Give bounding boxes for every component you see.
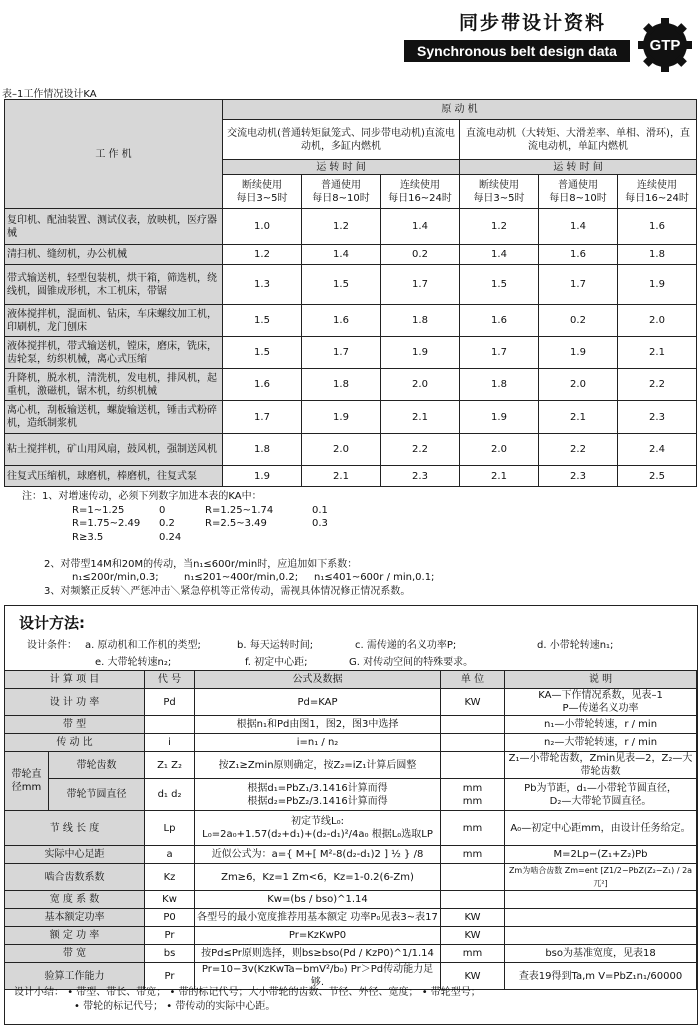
method-row	[5, 891, 697, 909]
ka-value: 1.9	[539, 337, 618, 369]
unit-cell	[441, 716, 505, 734]
ka-value: 1.9	[618, 265, 697, 305]
cond-c: c. 需传递的名义功率P;	[355, 640, 457, 651]
ka-value: 1.6	[302, 305, 381, 337]
page-subtitle: Synchronous belt design data	[404, 40, 630, 62]
method-header-cell: 计 算 项 目	[5, 671, 145, 689]
duration-header: 普通使用 每日8~10时	[302, 175, 381, 209]
note-1: 注：1、对增速传动，必须下列数字加进本表的KA中：	[22, 491, 262, 502]
ka-value: 1.9	[460, 401, 539, 434]
formula-cell: Zm≥6，Kz=1 Zm<6，Kz=1-0.2(6-Zm)	[195, 864, 441, 891]
ratio-4: R=2.5~3.49	[205, 518, 267, 529]
method-row	[5, 734, 697, 752]
ka-value: 2.2	[539, 434, 618, 466]
ka-value: 1.7	[539, 265, 618, 305]
ka-value: 1.6	[618, 209, 697, 245]
table-row	[5, 265, 697, 305]
ratio-2: R=1.25~1.74	[205, 504, 274, 516]
duration-header: 断续使用 每日3~5时	[460, 175, 539, 209]
ka-value: 2.2	[618, 369, 697, 401]
note-cell: A₀—初定中心距mm，由设计任务给定。	[505, 811, 697, 846]
ka-value: 1.7	[381, 265, 460, 305]
ka-value: 2.1	[460, 466, 539, 487]
ka-value: 2.4	[618, 434, 697, 466]
ka-value: 2.0	[381, 369, 460, 401]
symbol-cell: Kw	[145, 891, 195, 909]
ka-value: 1.6	[223, 369, 302, 401]
summary	[14, 986, 481, 1014]
item-cell: 啮合齿数系数	[5, 864, 145, 891]
symbol-cell: Z₁ Z₂	[145, 752, 195, 779]
ka-value: 1.5	[302, 265, 381, 305]
formula-cell: 按Z₁≥Zmin原则确定，按Z₂=iZ₁计算后圆整	[195, 752, 441, 779]
note-cell: Pb为节距，d₁—小带轮节圆直径， D₂—大带轮节圆直径。	[505, 779, 697, 811]
run-time-2: 运 转 时 间	[460, 160, 697, 175]
unit-cell: mm mm	[441, 779, 505, 811]
machine-cell: 往复式压缩机，球磨机，棒磨机，往复式泵	[5, 466, 223, 487]
symbol-cell: d₁ d₂	[145, 779, 195, 811]
unit-cell: KW	[441, 927, 505, 945]
method-row	[5, 752, 697, 779]
symbol-cell: i	[145, 734, 195, 752]
ka-value: 2.3	[539, 466, 618, 487]
ka-value: 1.5	[223, 337, 302, 369]
table-row	[5, 337, 697, 369]
ka-value: 1.8	[302, 369, 381, 401]
machine-cell: 清扫机、缝纫机，办公机械	[5, 245, 223, 265]
unit-cell: KW	[441, 689, 505, 716]
method-table	[4, 670, 697, 990]
ka-value: 0.2	[539, 305, 618, 337]
note-cell	[505, 909, 697, 927]
cond-d: d. 小带轮转速n₁;	[537, 640, 614, 651]
method-row	[5, 927, 697, 945]
symbol-cell: Pr	[145, 927, 195, 945]
ka-value: 1.8	[460, 369, 539, 401]
ratio-4-value: 0.3	[312, 518, 328, 529]
symbol-cell: a	[145, 846, 195, 864]
formula-cell: Pr=KzKwP0	[195, 927, 441, 945]
table-row	[5, 305, 697, 337]
ka-value: 1.7	[302, 337, 381, 369]
ka-value: 2.1	[539, 401, 618, 434]
ratio-1-value: 0	[159, 504, 166, 516]
item-cell: 节 线 长 度	[5, 811, 145, 846]
method-header-cell: 代 号	[145, 671, 195, 689]
table-row	[5, 369, 697, 401]
item-cell: 传 动 比	[5, 734, 145, 752]
ratio-5-value: 0.24	[159, 531, 182, 543]
formula-cell: 各型号的最小宽度推荐用基本额定 功率P₀见表3~表17	[195, 909, 441, 927]
ka-value: 1.8	[381, 305, 460, 337]
table-row	[5, 466, 697, 487]
ka-value: 1.8	[618, 245, 697, 265]
item-cell: 宽 度 系 数	[5, 891, 145, 909]
machine-cell: 带式输送机，轻型包装机，烘干箱，筛选机，绕线机，圆锥成形机，木工机床，带锯	[5, 265, 223, 305]
machine-cell: 液体搅拌机，混面机、钻床，车床螺纹加工机，印刷机，龙门刨床	[5, 305, 223, 337]
ka-value: 2.1	[381, 401, 460, 434]
ka-value: 2.1	[302, 466, 381, 487]
method-header-cell: 单 位	[441, 671, 505, 689]
note-cell: Z₁—小带轮齿数，Zmin见表—2，Z₂—大带轮齿数	[505, 752, 697, 779]
cond-f: f. 初定中心距;	[245, 657, 308, 668]
symbol-cell: Pr	[145, 963, 195, 990]
symbol-cell: Kz	[145, 864, 195, 891]
method-header-row	[5, 671, 697, 689]
symbol-cell: P0	[145, 909, 195, 927]
unit-cell: KW	[441, 963, 505, 990]
ka-value: 2.0	[302, 434, 381, 466]
formula-cell: 根据n₁和Pd由图1，图2，图3中选择	[195, 716, 441, 734]
method-row	[5, 864, 697, 891]
table-row	[5, 401, 697, 434]
formula-cell: Pr=10−3v(KzKwTa−bmV²/b₀) Pr＞Pd传动能力足够.	[195, 963, 441, 990]
ka-value: 1.2	[460, 209, 539, 245]
note-cell: bso为基准宽度，见表18	[505, 945, 697, 963]
duration-header: 断续使用 每日3~5时	[223, 175, 302, 209]
note-2b: n₁≤201~400r/min,0.2;	[184, 572, 299, 583]
summary-label: 设计小结：	[14, 987, 64, 998]
unit-cell: mm	[441, 945, 505, 963]
item-cell: 带轮齿数	[49, 752, 145, 779]
table-row	[5, 209, 697, 245]
ratio-2-value: 0.1	[312, 504, 328, 516]
ka-value: 1.9	[302, 401, 381, 434]
machine-cell: 液体搅拌机，带式输送机，镗床，磨床，铣床，齿轮泵，纺织机械，离心式压缩	[5, 337, 223, 369]
ka-value: 1.7	[460, 337, 539, 369]
unit-cell: mm	[441, 811, 505, 846]
driver-group-1: 交流电动机(普通转矩鼠笼式、同步带电动机)直流电动机，多缸内燃机	[223, 120, 460, 160]
method-row	[5, 909, 697, 927]
item-cell: 带 宽	[5, 945, 145, 963]
ka-value: 2.5	[618, 466, 697, 487]
note-cell: Zm为啮合齿数 Zm=ent [Z1/2−PbZ(Z₂−Z₁) / 2a兀²]	[505, 864, 697, 891]
ka-value: 2.3	[618, 401, 697, 434]
duration-header: 连续使用 每日16~24时	[381, 175, 460, 209]
symbol-cell: Pd	[145, 689, 195, 716]
formula-cell: 初定节线L₀: L₀=2a₀+1.57(d₂+d₁)+(d₂-d₁)²/4a₀ 根据L₀选取LP	[195, 811, 441, 846]
ka-value: 1.2	[302, 209, 381, 245]
ka-value: 1.8	[223, 434, 302, 466]
ratio-1: R=1~1.25	[72, 504, 125, 516]
run-time-1: 运 转 时 间	[223, 160, 460, 175]
formula-cell: Kw=(bs / bso)^1.14	[195, 891, 441, 909]
method-row	[5, 779, 697, 811]
ka-value: 2.0	[618, 305, 697, 337]
method-header-cell: 说 明	[505, 671, 697, 689]
unit-cell: mm	[441, 846, 505, 864]
ka-value: 1.6	[539, 245, 618, 265]
table-caption: 表–1工作情况设计KA	[2, 89, 97, 100]
note-cell: M=2Lp−(Z₁+Z₂)Pb	[505, 846, 697, 864]
formula-cell: 近似公式为：a={ M+[ M²-8(d₂-d₁)2 ] ½ } /8	[195, 846, 441, 864]
note-cell	[505, 891, 697, 909]
symbol-cell: bs	[145, 945, 195, 963]
ratio-3-value: 0.2	[159, 518, 175, 529]
note-cell: 查表19得到Ta,m V=PbZ₁n₁/60000	[505, 963, 697, 990]
item-cell: 验算工作能力	[5, 963, 145, 990]
unit-cell	[441, 752, 505, 779]
machine-cell: 升降机，脱水机，清洗机，发电机，排风机，起重机，激磁机，锯木机，纺织机械	[5, 369, 223, 401]
ka-value: 1.3	[223, 265, 302, 305]
symbol-cell: Lp	[145, 811, 195, 846]
summary-line-2: • 带轮的标记代号； • 带传动的实际中心距。	[74, 1001, 276, 1012]
note-2a: n₁≤200r/min,0.3;	[72, 572, 159, 583]
note-2: 2、对带型14M和20M的传动，当n₁≤600r/min时，应追加如下系数：	[44, 558, 358, 570]
col-driver: 原 动 机	[223, 100, 697, 120]
cond-a: a. 原动机和工作机的类型;	[85, 640, 201, 651]
formula-cell: Pd=KAP	[195, 689, 441, 716]
item-cell: 额 定 功 率	[5, 927, 145, 945]
note-cell: n₁—小带轮转速，r / min	[505, 716, 697, 734]
ka-value: 1.9	[223, 466, 302, 487]
method-row	[5, 689, 697, 716]
ka-value: 1.7	[223, 401, 302, 434]
duration-header: 普通使用 每日8~10时	[539, 175, 618, 209]
unit-cell: KW	[441, 909, 505, 927]
ka-value: 1.2	[223, 245, 302, 265]
ka-value: 1.6	[460, 305, 539, 337]
cond-b: b. 每天运转时间;	[237, 640, 314, 651]
note-cell: KA—下作情况系数，见表–1 P—传递名义功率	[505, 689, 697, 716]
note-2c: n₁≤401~600r / min,0.1;	[314, 572, 435, 583]
machine-cell: 粘土搅拌机，矿山用风扇，鼓风机，强制送风机	[5, 434, 223, 466]
ratio-5: R≥3.5	[72, 531, 104, 543]
ka-value: 1.0	[223, 209, 302, 245]
formula-cell: 按Pd≤Pr原则选择，则bs≥bso(Pd / KzP0)^1/1.14	[195, 945, 441, 963]
ka-value: 2.0	[460, 434, 539, 466]
ka-value: 2.2	[381, 434, 460, 466]
ka-value: 2.3	[381, 466, 460, 487]
item-cell: 基本额定功率	[5, 909, 145, 927]
method-row	[5, 846, 697, 864]
unit-cell	[441, 864, 505, 891]
ka-value: 2.0	[539, 369, 618, 401]
item-cell: 带轮节圆直径	[49, 779, 145, 811]
col-machine: 工 作 机	[5, 100, 223, 209]
ka-table	[4, 99, 697, 487]
ka-value: 1.5	[460, 265, 539, 305]
note-3: 3、对频繁正反转＼严惩冲击＼紧急停机等正常传动，需视具体情况修正情况系数。	[44, 585, 411, 597]
note-cell	[505, 927, 697, 945]
duration-header: 连续使用 每日16~24时	[618, 175, 697, 209]
table-row	[5, 434, 697, 466]
ka-value: 1.5	[223, 305, 302, 337]
ka-value: 2.1	[618, 337, 697, 369]
table-row	[5, 245, 697, 265]
ka-value: 1.4	[302, 245, 381, 265]
item-cell: 带 型	[5, 716, 145, 734]
driver-group-2: 直流电动机（大转矩、大滑差率、单相、滑环)，直流电动机，单缸内燃机	[460, 120, 697, 160]
machine-cell: 复印机、配油装置、测试仪表，放映机，医疗器械	[5, 209, 223, 245]
formula-cell: 根据d₁=PbZ₁/3.1416计算而得 根据d₂=PbZ₂/3.1416计算而得	[195, 779, 441, 811]
unit-cell	[441, 891, 505, 909]
ratio-3: R=1.75~2.49	[72, 518, 141, 529]
svg-text:GTP: GTP	[649, 37, 681, 54]
method-row	[5, 716, 697, 734]
ka-value: 1.4	[381, 209, 460, 245]
item-cell: 设 计 功 率	[5, 689, 145, 716]
method-title: 设计方法:	[19, 614, 85, 632]
item-cell: 实际中心足距	[5, 846, 145, 864]
method-row	[5, 811, 697, 846]
ka-value: 0.2	[381, 245, 460, 265]
cond-e: e. 大带轮转速n₂;	[95, 657, 172, 668]
group-label: 带轮直径mm	[5, 752, 49, 811]
formula-cell: i=n₁ / n₂	[195, 734, 441, 752]
method-header-cell: 公式及数据	[195, 671, 441, 689]
symbol-cell	[145, 716, 195, 734]
ka-value: 1.9	[381, 337, 460, 369]
cond-label: 设计条件：	[27, 640, 77, 651]
note-cell: n₂—大带轮转速，r / min	[505, 734, 697, 752]
page-title: 同步带设计资料	[458, 12, 606, 34]
summary-line-1: • 带型、带长、带宽； • 带的标记代号；大小带轮的齿数、节径、外径、宽度； • 带轮型号；	[67, 987, 481, 998]
machine-cell: 离心机，刮板输送机，螺旋输送机，锤击式粉碎机，造纸制浆机	[5, 401, 223, 434]
method-row	[5, 945, 697, 963]
ka-value: 1.4	[539, 209, 618, 245]
gtp-logo	[636, 16, 694, 74]
unit-cell	[441, 734, 505, 752]
cond-g: G. 对传动空间的特殊要求。	[349, 657, 474, 668]
ka-value: 1.4	[460, 245, 539, 265]
